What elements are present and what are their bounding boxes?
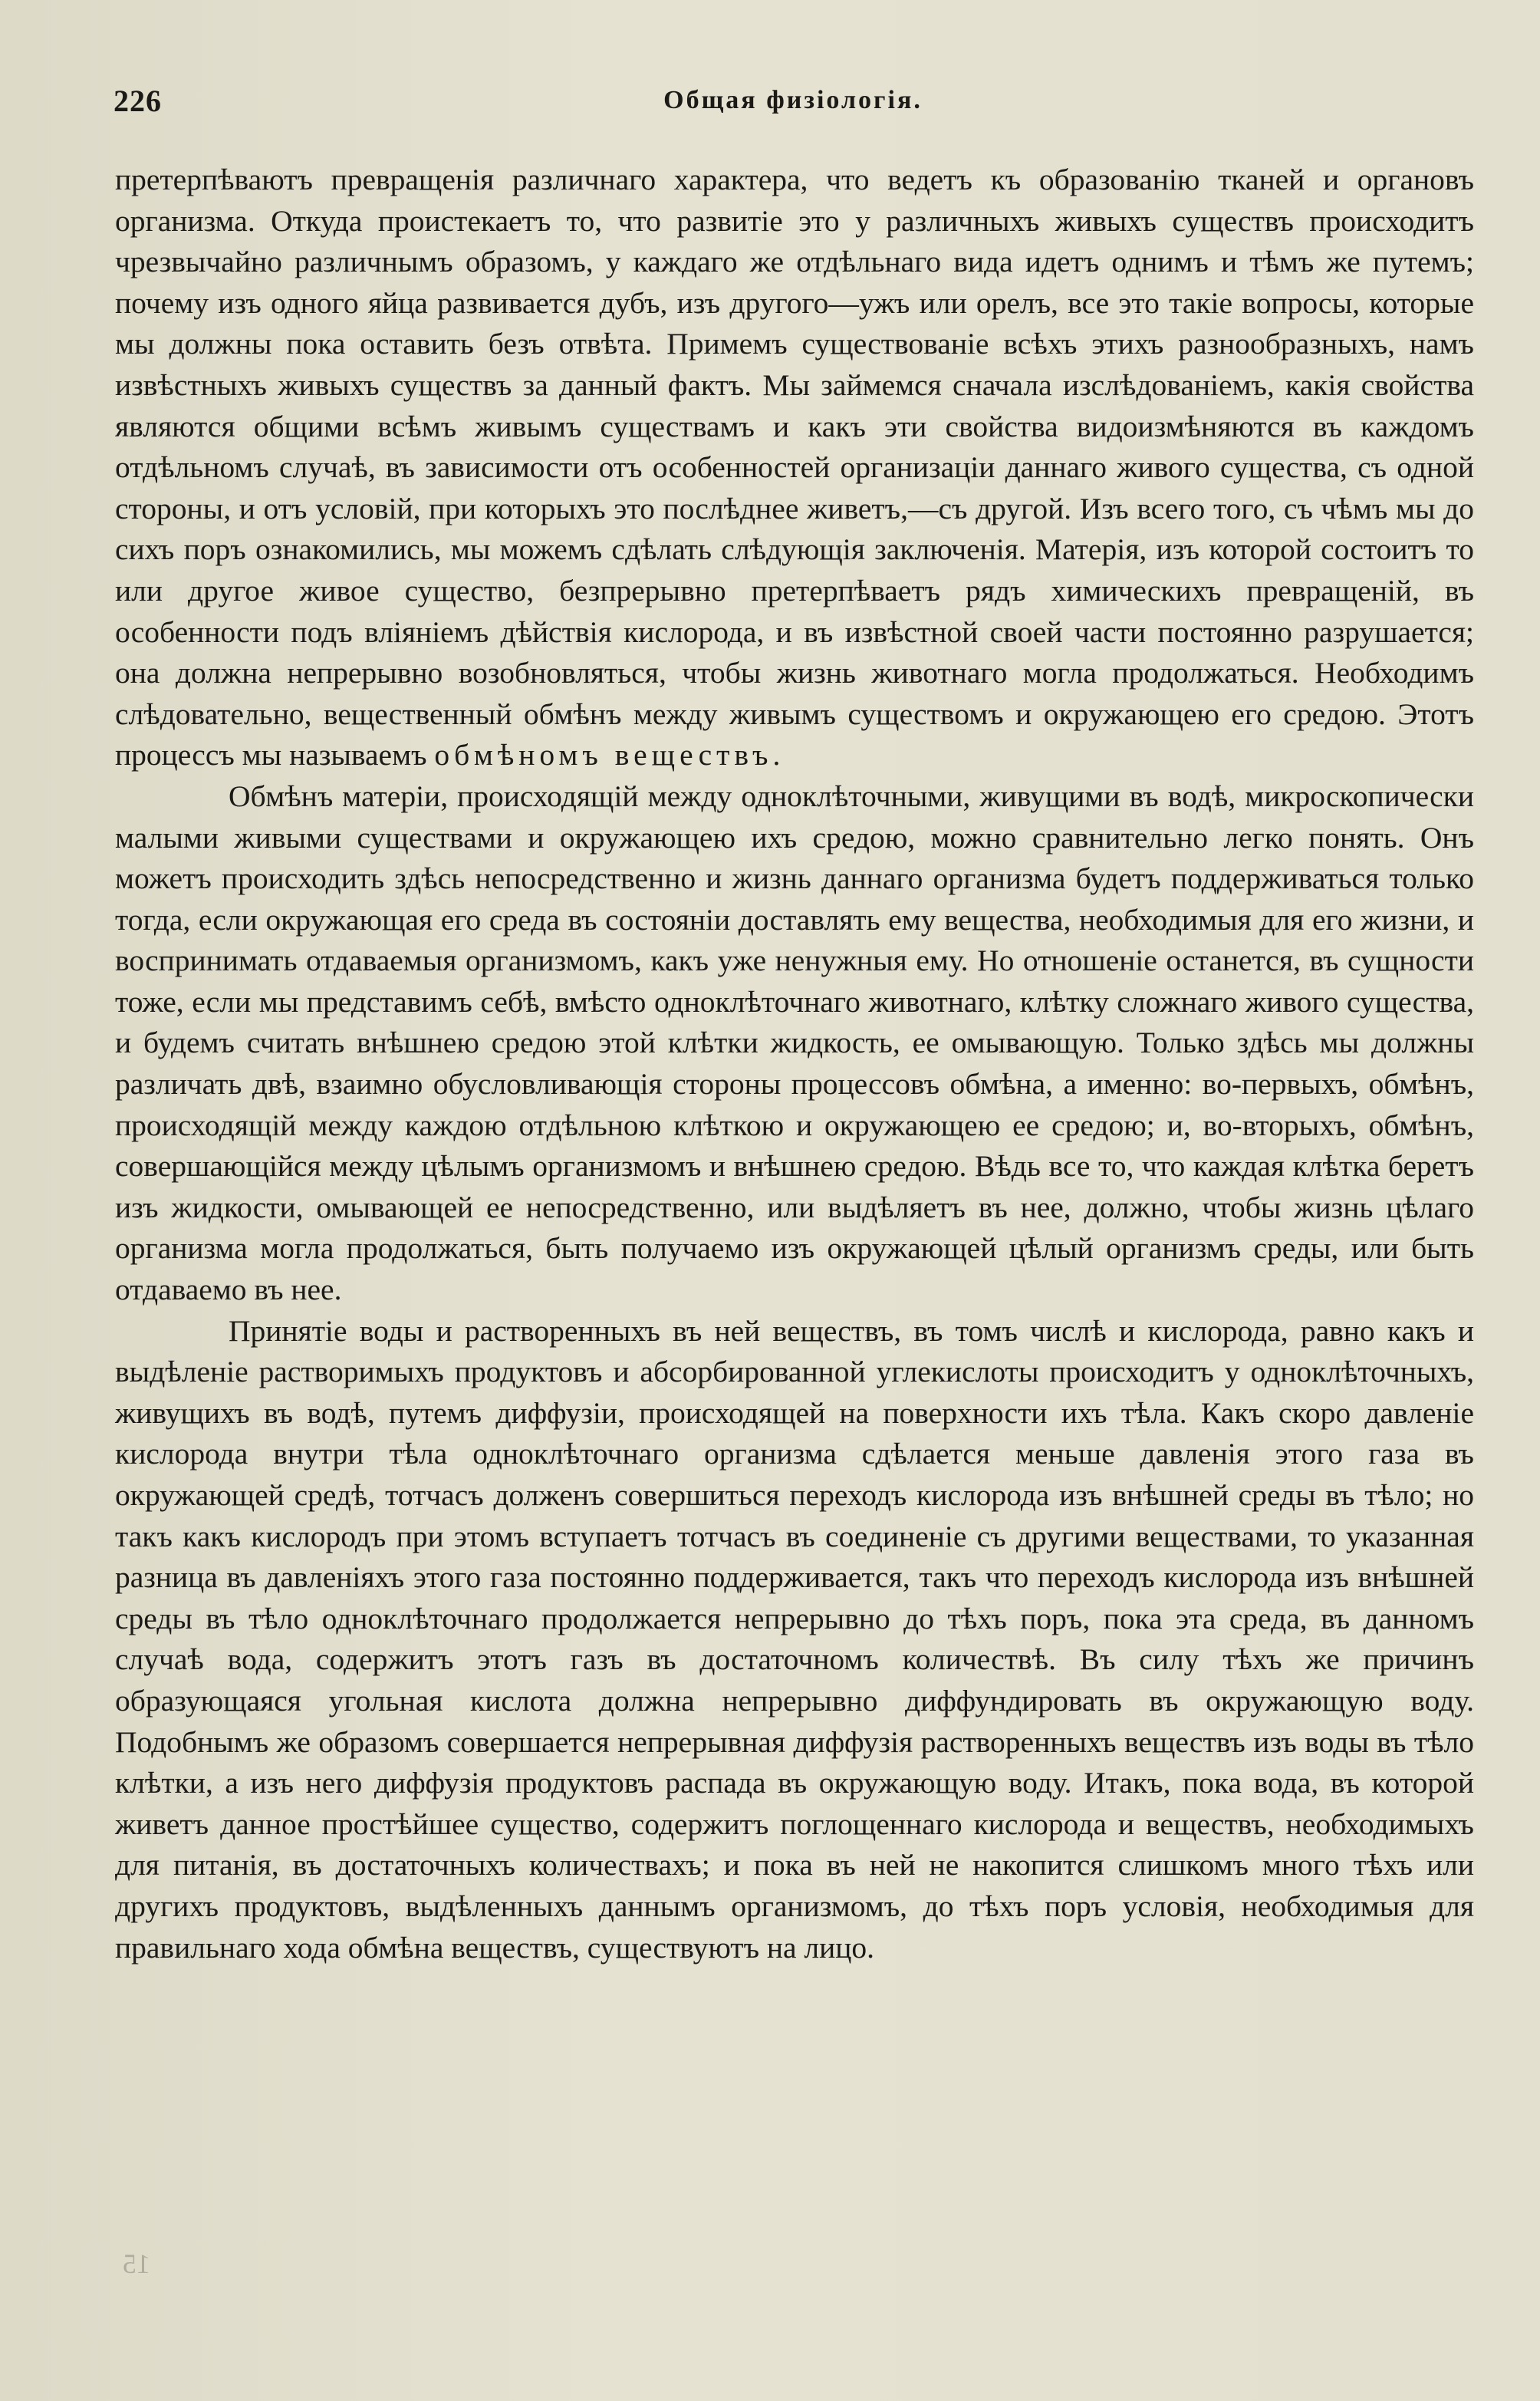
paragraph-2: Обмѣнъ матеріи, происходящій между одноклѣточными, живущими въ водѣ, микроскопически малыми живыми существами и окружающею ихъ средою, можно сравнительно легко понять. Онъ можетъ происходить здѣсь непосредственно и жизнь даннаго организма будетъ поддерживаться только тогда, если окружающая его среда въ состояніи доставлять ему вещества, необходимыя для его жизни, и воспринимать отдаваемыя организмомъ, какъ уже ненужныя ему. Но отношеніе останется, въ сущности тоже, если мы представимъ себѣ, вмѣсто одноклѣточнаго животнаго, клѣтку сложнаго живого существа, и будемъ считать внѣшнею средою этой клѣтки жидкость, ее омывающую. Только здѣсь мы должны различать двѣ, взаимно обусловливающія стороны процессовъ обмѣна, а именно: во-первыхъ, обмѣнъ, происходящій между каждою отдѣльною клѣткою и окружающею ее средою; и, во-вторыхъ, обмѣнъ, совершающійся между цѣлымъ организмомъ и внѣшнею средою. Вѣдь все то, что каждая клѣтка беретъ изъ жидкости, омывающей ее непосредственно, или выдѣляетъ въ нее, должно, чтобы жизнь цѣлаго организма могла продолжаться, быть получаемо изъ окружающей цѣлый организмъ среды, или быть отдаваемо въ нее. [115,779,1474,1307]
page-number: 226 [114,84,162,118]
running-title: Общая физіологія. [663,86,923,114]
body-text [115,160,1474,1968]
paragraph-3: Принятіе воды и растворенныхъ въ ней веществъ, въ томъ числѣ и кислорода, равно какъ и выдѣленіе растворимыхъ продуктовъ и абсорбированной углекислоты происходитъ у одноклѣточныхъ, живущихъ въ водѣ, путемъ диффузіи, происходящей на поверхности ихъ тѣла. Какъ скоро давленіе кислорода внутри тѣла одноклѣточнаго организма сдѣлается меньше давленія этого газа въ окружающей средѣ, тотчасъ долженъ совершиться переходъ кислорода изъ внѣшней среды въ тѣло; но такъ какъ кислородъ при этомъ вступаетъ тотчасъ въ соединеніе съ другими веществами, то указанная разница въ давленіяхъ этого газа постоянно поддерживается, такъ что переходъ кислорода изъ внѣшней среды въ тѣло одноклѣточнаго продолжается непрерывно до тѣхъ поръ, пока эта среда, въ данномъ случаѣ вода, содержитъ этотъ газъ въ достаточномъ количествѣ. Въ силу тѣхъ же причинъ образующаяся угольная кислота должна непрерывно диффундировать въ окружающую воду. Подобнымъ же образомъ совершается непрерывная диффузія растворенныхъ веществъ изъ воды въ тѣло клѣтки, а изъ него диффузія продуктовъ распада въ окружающую воду. Итакъ, пока вода, въ которой живетъ данное простѣйшее существо, содержитъ поглощеннаго кислорода и веществъ, необходимыхъ для питанія, въ достаточныхъ количествахъ; и пока въ ней не накопится слишкомъ много тѣхъ или другихъ продуктовъ, выдѣленныхъ даннымъ организмомъ, до тѣхъ поръ условія, необходимыя для правильнаго хода обмѣна веществъ, существуютъ на лицо. [115,1313,1474,1965]
signature-mark: 15 [123,2248,150,2279]
emphasized-term: обмѣномъ веществъ. [434,738,785,772]
page-header [114,83,1473,129]
paragraph-1-text: претерпѣваютъ превращенія различнаго характера, что ведетъ къ образованію тканей и органовъ организма. Откуда проистекаетъ то, что развитіе это у различныхъ живыхъ существъ происходитъ чрезвычайно различнымъ образомъ, у каждаго же отдѣльнаго вида идетъ однимъ и тѣмъ же путемъ; почему изъ одного яйца развивается дубъ, изъ другого—ужъ или орелъ, все это такіе вопросы, которые мы должны пока оставить безъ отвѣта. Примемъ существованіе всѣхъ этихъ разнообразныхъ, намъ извѣстныхъ живыхъ существъ за данный фактъ. Мы займемся сначала изслѣдованіемъ, какія свойства являются общими всѣмъ живымъ существамъ и какъ эти свойства видоизмѣняются въ каждомъ отдѣльномъ случаѣ, въ зависимости отъ особенностей организаціи даннаго живого существа, съ одной стороны, и отъ условій, при которыхъ это послѣднее живетъ,—съ другой. Изъ всего того, съ чѣмъ мы до сихъ поръ ознакомились, мы можемъ сдѣлать слѣдующія заключенія. Матерія, изъ которой состоитъ то или другое живое существо, безпрерывно претерпѣваетъ рядъ химическихъ превращеній, въ особенности подъ вліяніемъ дѣйствія кислорода, и въ извѣстной своей части постоянно разрушается; она должна непрерывно возобновляться, чтобы жизнь животнаго могла продолжаться. Необходимъ слѣдовательно, вещественный обмѣнъ между живымъ существомъ и окружающею его средою. Этотъ процессъ мы называемъ [115,163,1474,772]
paragraph-1 [115,160,1474,776]
